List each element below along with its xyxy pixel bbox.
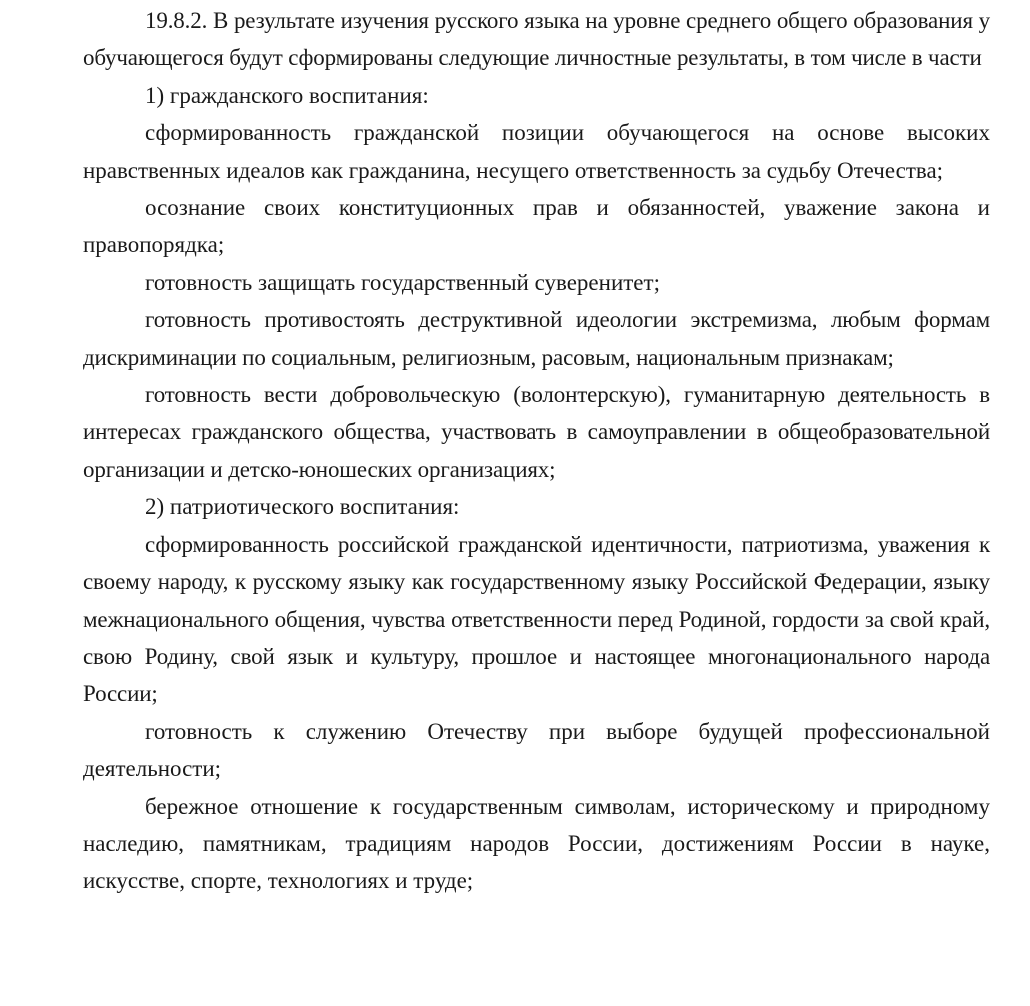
list-item-anti-extremism: готовность противостоять деструктивной идеологии экстремизма, любым формам дискриминации по социальным, религиозным, расовым, национальным признакам; — [83, 307, 990, 370]
list-item-civic-position: сформированность гражданской позиции обучающегося на основе высоких нравственных идеалов как гражданина, несущего ответственность за судьбу Отечества; — [83, 120, 990, 183]
list-item-sovereignty: готовность защищать государственный суверенитет; — [145, 269, 660, 295]
list-heading-patriotic-education: 2) патриотического воспитания: — [145, 494, 460, 520]
list-heading-civic-education: 1) гражданского воспитания: — [145, 82, 429, 108]
list-item-serving-fatherland: готовность к служению Отечеству при выборе будущей профессиональной деятельности; — [83, 718, 990, 782]
section-intro-paragraph: 19.8.2. В результате изучения русского языка на уровне среднего общего образования у обучающегося будут сформированы следующие личностные результаты, в том числе в части — [83, 8, 990, 71]
document-page — [83, 2, 990, 900]
list-item-state-symbols: бережное отношение к государственным символам, историческому и природному наследию, памятникам, традициям народов России, достижениям России в науке, искусстве, спорте, технологиях и труде; — [83, 793, 990, 894]
list-item-constitutional-rights: осознание своих конституционных прав и обязанностей, уважение закона и правопорядка; — [83, 195, 990, 258]
list-item-civic-identity: сформированность российской гражданской идентичности, патриотизма, уважения к своему народу, к русскому языку как государственному языку Российской Федерации, языку межнационального общения, чувства ответственности перед Родиной, гордости за свой край, свою Родину, свой язык и культуру, прошлое и настоящее многонационального народа России; — [83, 531, 990, 707]
list-item-volunteering: готовность вести добровольческую (волонтерскую), гуманитарную деятельность в интересах гражданского общества, участвовать в самоуправлении в общеобразовательной организации и детско-юношеских организациях; — [83, 382, 990, 482]
